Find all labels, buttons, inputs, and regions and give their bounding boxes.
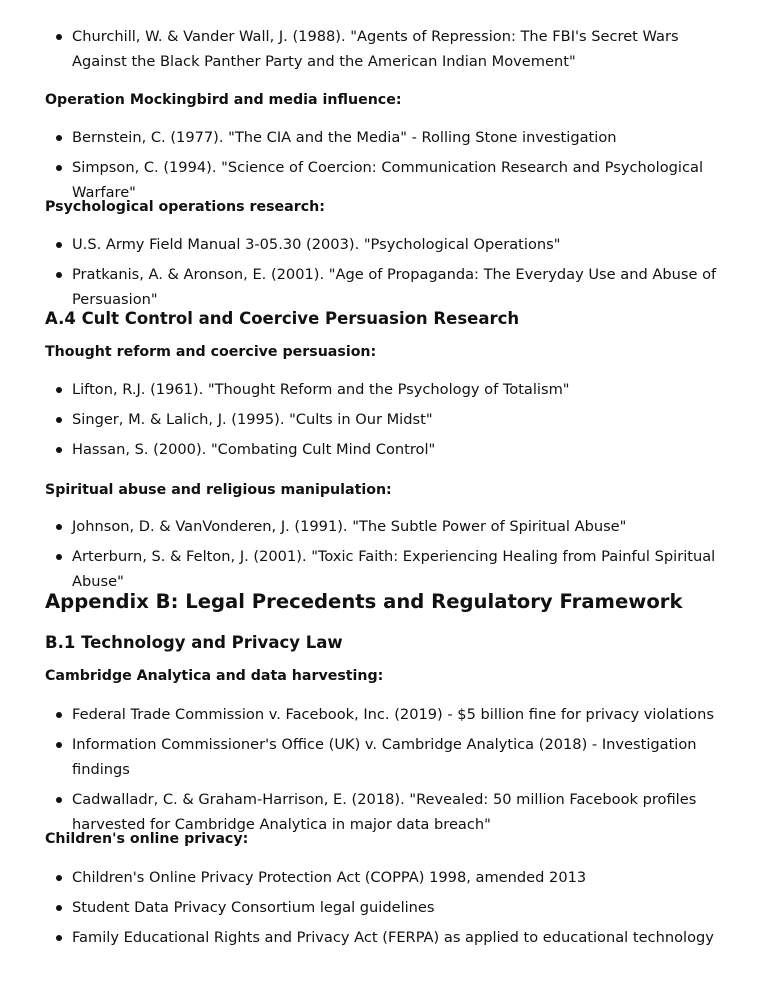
reference-list-childrens-privacy [0,865,772,950]
list-item: Family Educational Rights and Privacy Act (FERPA) as applied to educational technology [0,925,772,950]
list-item: Simpson, C. (1994). "Science of Coercion: Communication Research and Psychological Warfare" [0,155,772,205]
list-item: Federal Trade Commission v. Facebook, Inc. (2019) - $5 billion fine for privacy violations [0,702,772,727]
reference-list-psyops [0,232,772,312]
list-item: Cadwalladr, C. & Graham-Harrison, E. (2018). "Revealed: 50 million Facebook profiles harvested for Cambridge Analytica in major data breach" [0,787,772,837]
section-heading-b1: B.1 Technology and Privacy Law [45,633,343,652]
list-item: U.S. Army Field Manual 3-05.30 (2003). "Psychological Operations" [0,232,772,257]
subsection-label-thought-reform: Thought reform and coercive persuasion: [45,344,377,360]
subsection-label-spiritual-abuse: Spiritual abuse and religious manipulation: [45,482,392,498]
reference-list-mockingbird [0,125,772,205]
list-item: Churchill, W. & Vander Wall, J. (1988). "Agents of Repression: The FBI's Secret Wars Against the Black Panther Party and the American Indian Movement" [0,24,772,74]
list-item: Pratkanis, A. & Aronson, E. (2001). "Age of Propaganda: The Everyday Use and Abuse of Persuasion" [0,262,772,312]
subsection-label-mockingbird: Operation Mockingbird and media influence: [45,92,402,108]
appendix-heading-b: Appendix B: Legal Precedents and Regulatory Framework [45,590,683,613]
list-item: Singer, M. & Lalich, J. (1995). "Cults in Our Midst" [0,407,772,432]
list-item: Johnson, D. & VanVonderen, J. (1991). "The Subtle Power of Spiritual Abuse" [0,514,772,539]
list-item: Student Data Privacy Consortium legal guidelines [0,895,772,920]
reference-list-cambridge-analytica [0,702,772,837]
reference-list-spiritual-abuse [0,514,772,594]
list-item: Information Commissioner's Office (UK) v. Cambridge Analytica (2018) - Investigation findings [0,732,772,782]
subsection-label-cambridge-analytica: Cambridge Analytica and data harvesting: [45,668,384,684]
reference-list-thought-reform [0,377,772,462]
list-item: Children's Online Privacy Protection Act (COPPA) 1998, amended 2013 [0,865,772,890]
subsection-label-childrens-privacy: Children's online privacy: [45,831,249,847]
reference-list-fbi [0,24,772,74]
subsection-label-psyops: Psychological operations research: [45,199,325,215]
section-heading-a4: A.4 Cult Control and Coercive Persuasion Research [45,309,520,328]
list-item: Hassan, S. (2000). "Combating Cult Mind Control" [0,437,772,462]
list-item: Arterburn, S. & Felton, J. (2001). "Toxic Faith: Experiencing Healing from Painful Spiritual Abuse" [0,544,772,594]
list-item: Bernstein, C. (1977). "The CIA and the Media" - Rolling Stone investigation [0,125,772,150]
list-item: Lifton, R.J. (1961). "Thought Reform and the Psychology of Totalism" [0,377,772,402]
